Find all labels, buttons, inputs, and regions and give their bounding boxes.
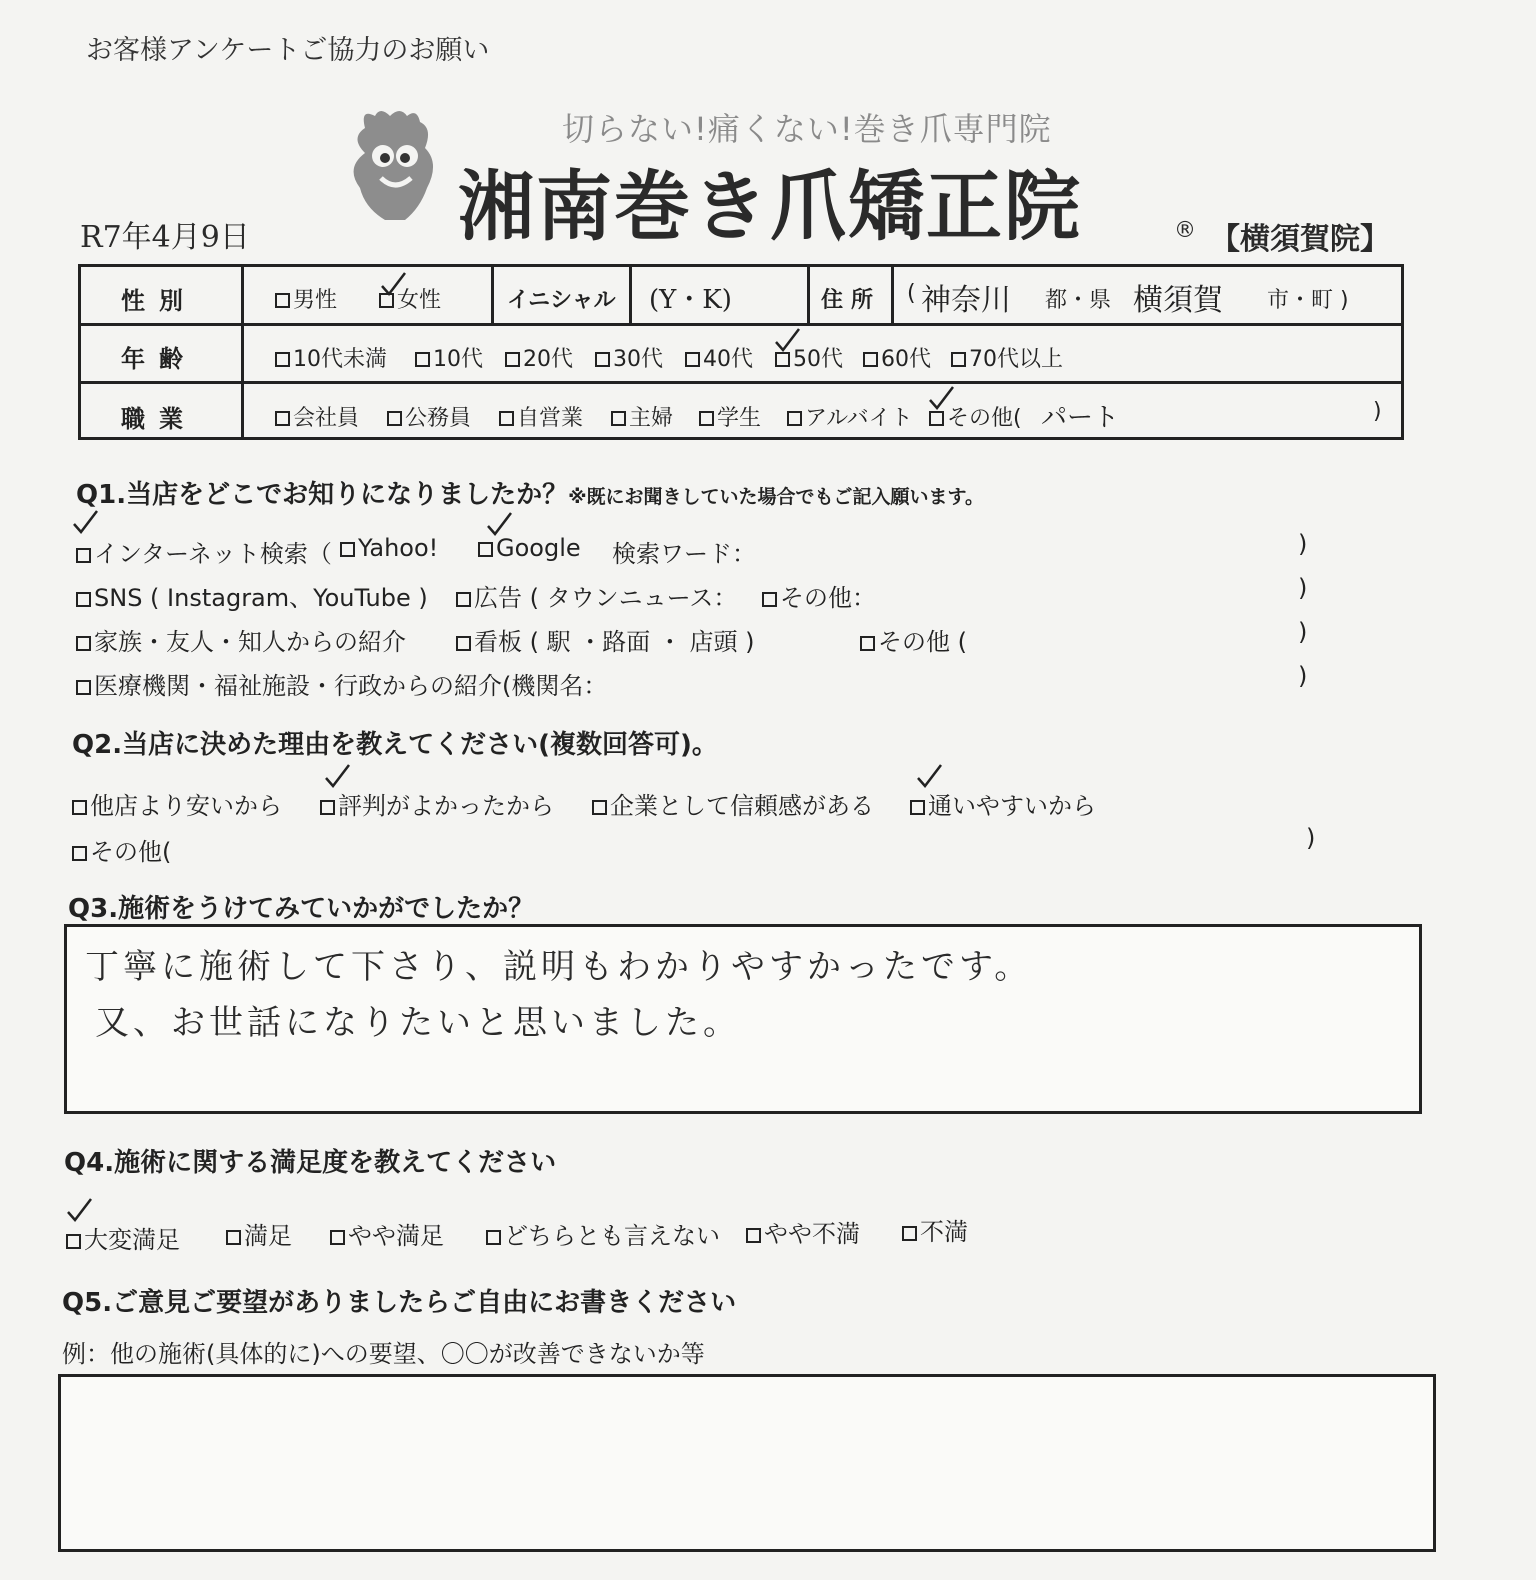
clinic-name: 湘南巻き爪矯正院 [458, 162, 1082, 251]
q4-heading: Q4.施術に関する満足度を教えてください [64, 1148, 557, 1178]
q1-option-referral[interactable]: 家族・友人・知人からの紹介 [76, 622, 406, 657]
clinic-tagline: 切らない!痛くない!巻き爪専門院 [562, 110, 1052, 148]
q1-option-medical[interactable]: 医療機関・福祉施設・行政からの紹介(機関名： [76, 666, 607, 701]
q4-option-satisfied[interactable]: 満足 [226, 1216, 292, 1251]
q2-option-other[interactable]: その他( [72, 832, 171, 867]
q1-row3-close: ) [1298, 618, 1308, 646]
registered-mark: ® [1174, 218, 1196, 243]
checkmark-icon [64, 1196, 94, 1226]
q1-option-ad[interactable]: 広告 ( タウンニュース： [456, 578, 737, 613]
gender-label: 性別 [121, 287, 197, 315]
q3-answer-line2: 又、お世話になりたいと思いました。 [95, 1003, 741, 1043]
job-option-civil-servant[interactable]: 公務員 [387, 401, 471, 432]
initial-label: イニシャル [507, 288, 616, 313]
checkmark-icon [484, 510, 514, 540]
q4-option-neutral[interactable]: どちらとも言えない [486, 1216, 720, 1251]
q1-option-google[interactable]: Google [478, 534, 581, 562]
q5-heading: Q5.ご意見ご要望がありましたらご自由にお書きください [62, 1288, 737, 1318]
address-city[interactable]: 横須賀 [1133, 283, 1223, 318]
q5-example: 例：他の施術(具体的に)への要望、〇〇が改善できないか等 [62, 1340, 705, 1368]
address-city-suffix: 市・町 ) [1267, 288, 1349, 313]
job-other-value[interactable]: パート [1041, 403, 1120, 433]
q2-other-close: ) [1306, 824, 1316, 852]
age-option-50s[interactable]: 50代 [775, 342, 843, 373]
q1-search-word-label: 検索ワード： [612, 540, 756, 568]
address-label: 住所 [821, 288, 882, 313]
q1-option-yahoo[interactable]: Yahoo! [340, 534, 438, 562]
q3-answer-line1: 丁寧に施術して下さり、説明もわかりやすかったです。 [85, 947, 1033, 987]
checkmark-icon [322, 762, 352, 792]
age-option-40s[interactable]: 40代 [685, 342, 753, 373]
checkmark-icon [914, 762, 944, 792]
q1-option-internet[interactable]: インターネット検索（ [76, 534, 332, 569]
mascot-logo-icon [345, 108, 455, 228]
age-option-70s-plus[interactable]: 70代以上 [951, 342, 1063, 373]
job-option-employee[interactable]: 会社員 [275, 401, 359, 432]
q2-option-convenient[interactable]: 通いやすいから [910, 786, 1096, 821]
q4-option-somewhat-dissatisfied[interactable]: やや不満 [746, 1214, 860, 1249]
branch-name: 【横須賀院】 [1210, 222, 1390, 257]
q3-heading: Q3.施術をうけてみていかがでしたか？ [68, 894, 535, 924]
checkmark-icon [926, 384, 956, 414]
q1-option-signboard[interactable]: 看板 ( 駅 ・路面 ・ 店頭 ) [456, 622, 755, 657]
q5-answer-box[interactable] [58, 1374, 1436, 1552]
q4-option-dissatisfied[interactable]: 不満 [902, 1212, 968, 1247]
q1-note: ※既にお聞きしていた場合でもご記入願います。 [568, 486, 985, 508]
age-option-10s[interactable]: 10代 [415, 342, 483, 373]
gender-option-female[interactable]: 女性 [379, 283, 441, 314]
checkmark-icon [378, 270, 408, 300]
address-pref-suffix: 都・県 [1045, 288, 1112, 313]
age-option-under10[interactable]: 10代未満 [275, 342, 387, 373]
address-prefecture[interactable]: 神奈川 [921, 283, 1011, 318]
initial-value[interactable]: (Y・K) [649, 285, 732, 315]
q2-option-cheaper[interactable]: 他店より安いから [72, 786, 282, 821]
q4-option-somewhat-satisfied[interactable]: やや満足 [330, 1216, 444, 1251]
job-option-part-timer[interactable]: アルバイト [787, 401, 913, 432]
job-close-paren: ) [1373, 399, 1382, 424]
q2-heading: Q2.当店に決めた理由を教えてください(複数回答可)。 [72, 730, 718, 760]
job-option-homemaker[interactable]: 主婦 [611, 401, 673, 432]
gender-option-male[interactable]: 男性 [275, 283, 337, 314]
q1-option-sns[interactable]: SNS ( Instagram、YouTube ) [76, 578, 428, 613]
q4-option-very-satisfied[interactable]: 大変満足 [66, 1220, 180, 1255]
respondent-info-table [78, 264, 1404, 440]
age-option-20s[interactable]: 20代 [505, 342, 573, 373]
checkmark-icon [772, 326, 802, 356]
job-label: 職業 [121, 405, 197, 433]
survey-date[interactable]: R7年4月9日 [80, 220, 250, 255]
job-option-other[interactable]: その他( [929, 401, 1022, 432]
address-open-paren: ( [907, 281, 916, 306]
job-option-self-employed[interactable]: 自営業 [499, 401, 583, 432]
age-option-30s[interactable]: 30代 [595, 342, 663, 373]
age-label: 年齢 [121, 345, 197, 373]
checkmark-icon [70, 508, 100, 538]
q1-row4-close: ) [1298, 662, 1308, 690]
q1-row2-close: ) [1298, 574, 1308, 602]
age-option-60s[interactable]: 60代 [863, 342, 931, 373]
q1-row1-close: ) [1298, 530, 1308, 558]
q2-option-reputation[interactable]: 評判がよかったから [320, 786, 554, 821]
q1-option-other[interactable]: その他 ( [860, 622, 967, 657]
job-option-student[interactable]: 学生 [699, 401, 761, 432]
q1-option-ad-other[interactable]: その他： [762, 578, 876, 613]
q3-answer-box[interactable] [64, 924, 1422, 1114]
q1-heading: Q1.当店をどこでお知りになりましたか？※既にお聞きしていた場合でもご記入願います。 [76, 480, 985, 510]
survey-heading: お客様アンケートご協力のお願い [86, 35, 490, 66]
q2-option-trust[interactable]: 企業として信頼感がある [592, 786, 874, 821]
